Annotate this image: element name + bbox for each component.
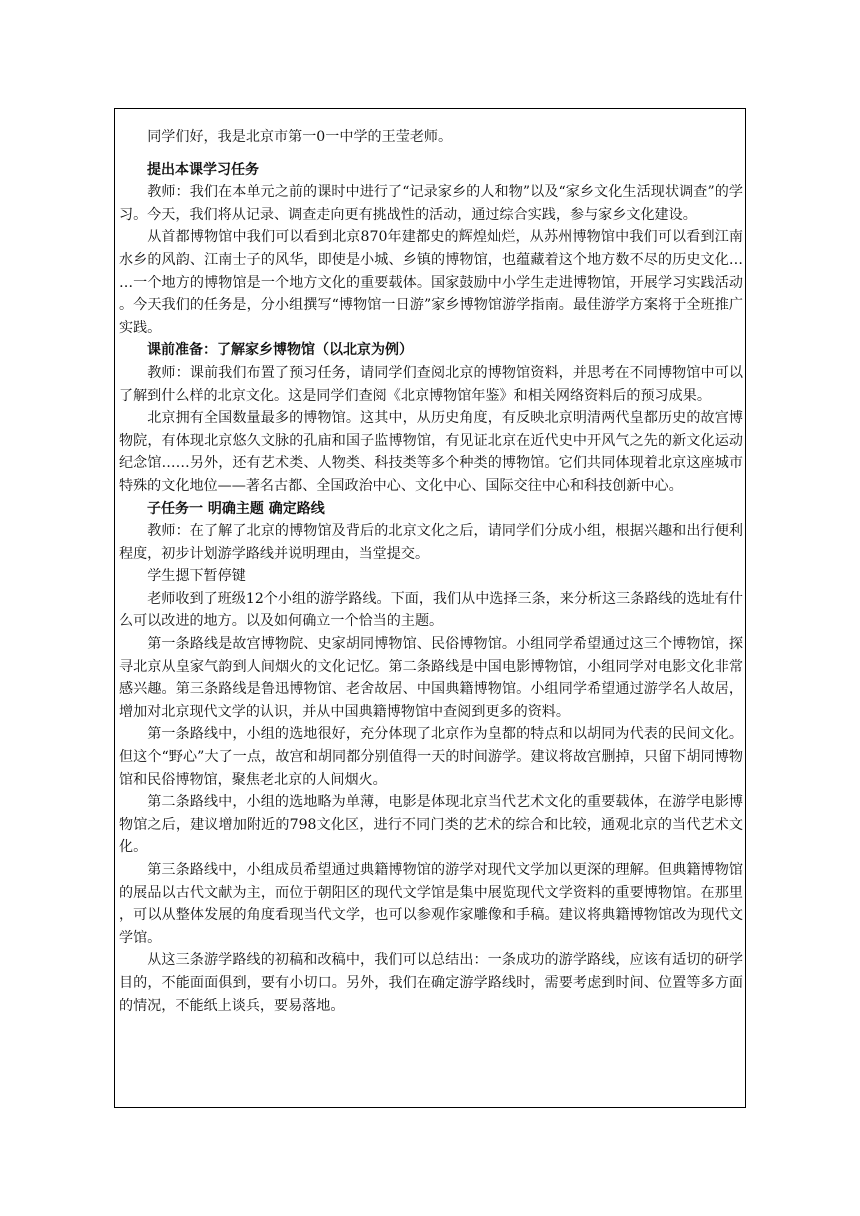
paragraph: 教师：我们在本单元之前的课时中进行了“记录家乡的人和物”以及“家乡文化生活现状调查”的学习。今天，我们将从记录、调查走向更有挑战性的活动，通过综合实践，参与家乡文化建设。	[119, 184, 743, 223]
paragraph: 第三条路线中，小组成员希望通过典籍博物馆的游学对现代文学加以更深的理解。但典籍博物馆的展品以古代文献为主，而位于朝阳区的现代文学馆是集中展览现代文学资料的重要博物馆。在那里，可以从整体发展的角度看现当代文学，也可以参观作家雕像和手稿。建议将典籍博物馆改为现代文学馆。	[119, 862, 743, 946]
paragraph: 第一条路线中，小组的选地很好，充分体现了北京作为皇都的特点和以胡同为代表的民间文化。但这个“野心”大了一点，故宫和胡同都分别值得一天的时间游学。建议将故宫删掉，只留下胡同博物馆和民俗博物馆，聚焦老北京的人间烟火。	[119, 726, 743, 788]
paragraph: 北京拥有全国数量最多的博物馆。这其中，从历史角度，有反映北京明清两代皇都历史的故宫博物院，有体现北京悠久文脉的孔庙和国子监博物馆，有见证北京在近代史中开风气之先的新文化运动纪念馆……另外，还有艺术类、人物类、科技类等多个种类的博物馆。它们共同体现着北京这座城市特殊的文化地位——著名古都、全国政治中心、文化中心、国际交往中心和科技创新中心。	[119, 410, 743, 494]
section-heading-preparation: 课前准备：了解家乡博物馆（以北京为例）	[147, 342, 413, 359]
section-heading-subtask-one: 子任务一 明确主题 确定路线	[147, 500, 325, 517]
paragraph: 第一条路线是故宫博物院、史家胡同博物馆、民俗博物馆。小组同学希望通过这三个博物馆，探寻北京从皇家气韵到人间烟火的文化记忆。第二条路线是中国电影博物馆，小组同学对电影文化非常感兴趣。第三条路线是鲁迅博物馆、老舍故居、中国典籍博物馆。小组同学希望通过游学名人故居，增加对北京现代文学的认识，并从中国典籍博物馆中查阅到更多的资料。	[119, 636, 743, 720]
section-heading-task: 提出本课学习任务	[147, 161, 259, 178]
paragraph: 第二条路线中，小组的选地略为单薄，电影是体现北京当代艺术文化的重要载体，在游学电影博物馆之后，建议增加附近的798文化区，进行不同门类的艺术的综合和比较，通观北京的当代艺术文化。	[119, 794, 743, 856]
paragraph: 教师：在了解了北京的博物馆及背后的北京文化之后，请同学们分成小组，根据兴趣和出行便利程度，初步计划游学路线并说明理由，当堂提交。	[119, 523, 743, 562]
paragraph: 教师：课前我们布置了预习任务，请同学们查阅北京的博物馆资料，并思考在不同博物馆中可以了解到什么样的北京文化。这是同学们查阅《北京博物馆年鉴》和相关网络资料后的预习成果。	[119, 364, 743, 404]
paragraph: 从首都博物馆中我们可以看到北京870年建都史的辉煌灿烂，从苏州博物馆中我们可以看到江南水乡的风韵、江南士子的风华，即使是小城、乡镇的博物馆，也蕴藏着这个地方数不尽的历史文化……一个地方的博物馆是一个地方文化的重要载体。国家鼓励中小学生走进博物馆，开展学习实践活动。今天我们的任务是，分小组撰写“博物馆一日游”家乡博物馆游学指南。最佳游学方案将于全班推广实践。	[119, 229, 743, 336]
lesson-text-body	[119, 126, 743, 1017]
paragraph: 老师收到了班级12个小组的游学路线。下面，我们从中选择三条，来分析这三条路线的选址有什么可以改进的地方。以及如何确立一个恰当的主题。	[119, 590, 743, 630]
greeting-paragraph: 同学们好，我是北京市第一0一中学的王莹老师。	[147, 129, 453, 145]
paragraph: 从这三条游学路线的初稿和改稿中，我们可以总结出：一条成功的游学路线，应该有适切的研学目的，不能面面俱到，要有小切口。另外，我们在确定游学路线时，需要考虑到时间、位置等多方面的情况，不能纸上谈兵，要易落地。	[119, 952, 743, 1014]
paragraph: 学生摁下暂停键	[147, 568, 246, 585]
